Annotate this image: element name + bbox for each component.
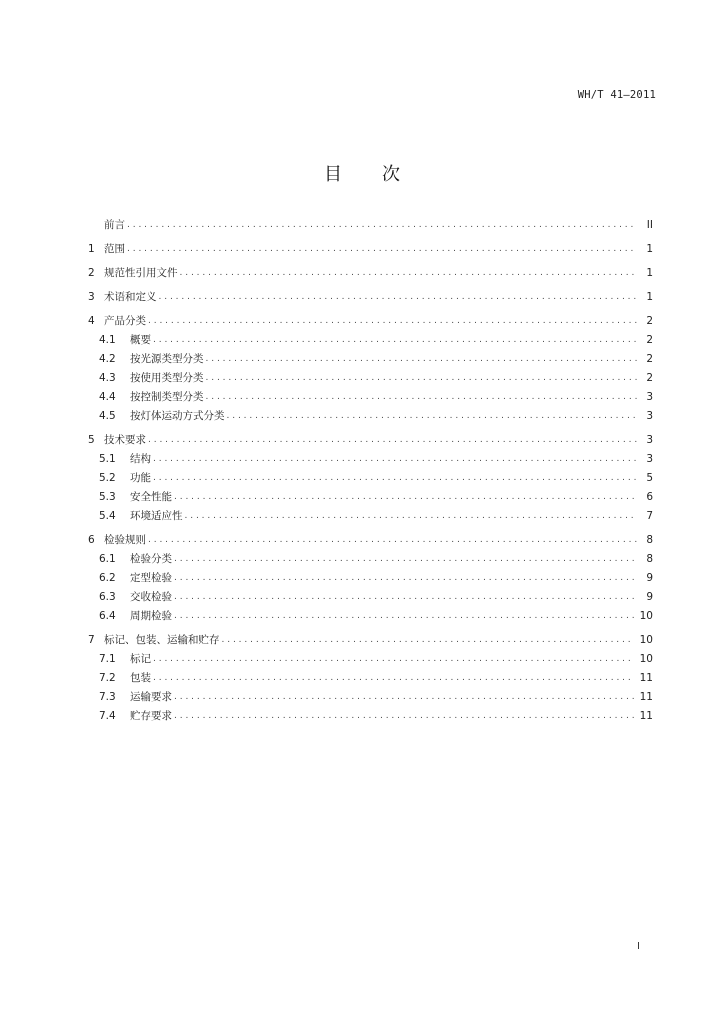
- toc-entry-label: 按使用类型分类: [130, 372, 204, 384]
- toc-leader-dots: [127, 240, 637, 259]
- toc-entry[interactable]: [88, 469, 653, 488]
- toc-leader-dots: [174, 550, 637, 569]
- toc-leader-dots: [206, 350, 638, 369]
- toc-entry-number: 6.3: [99, 591, 116, 603]
- toc-entry[interactable]: [88, 531, 653, 550]
- toc-entry-number: 4.2: [99, 353, 116, 365]
- page-title: [0, 160, 724, 186]
- toc-entry-page: 2: [646, 315, 653, 327]
- toc-leader-dots: [180, 264, 638, 283]
- toc-leader-dots: [148, 431, 637, 450]
- toc-entry[interactable]: [88, 350, 653, 369]
- toc-entry-page: 7: [646, 510, 653, 522]
- toc-leader-dots: [148, 531, 637, 550]
- toc-leader-dots: [174, 588, 637, 607]
- toc-leader-dots: [222, 631, 634, 650]
- toc-entry-label: 范围: [104, 243, 125, 255]
- toc-leader-dots: [148, 312, 637, 331]
- toc-entry-page: 8: [646, 534, 653, 546]
- toc-entry[interactable]: [88, 488, 653, 507]
- toc-entry-label: 标记、包装、运输和贮存: [104, 634, 220, 646]
- toc-entry-page: 11: [639, 672, 653, 684]
- toc-leader-dots: [159, 288, 638, 307]
- toc-entry-page: 3: [646, 391, 653, 403]
- toc-entry-page: 6: [646, 491, 653, 503]
- toc-entry-label: 交收检验: [130, 591, 172, 603]
- toc-entry-number: 4.5: [99, 410, 116, 422]
- toc-entry-page: 11: [639, 691, 653, 703]
- toc-entry-page: 8: [646, 553, 653, 565]
- toc-entry[interactable]: [88, 288, 653, 307]
- title-char-1: 目: [324, 164, 342, 185]
- toc-entry-number: 5.1: [99, 453, 116, 465]
- toc-leader-dots: [174, 488, 637, 507]
- toc-entry-label: 前言: [104, 219, 125, 231]
- toc-entry-page: 2: [646, 353, 653, 365]
- toc-entry-number: 6.4: [99, 610, 116, 622]
- toc-entry[interactable]: [88, 240, 653, 259]
- toc-entry-label: 技术要求: [104, 434, 146, 446]
- toc-leader-dots: [153, 469, 637, 488]
- toc-entry-number: 6.1: [99, 553, 116, 565]
- toc-entry[interactable]: [88, 669, 653, 688]
- toc-entry-number: 6: [88, 534, 95, 546]
- toc-leader-dots: [174, 688, 634, 707]
- toc-entry[interactable]: [88, 650, 653, 669]
- toc-entry-number: 4: [88, 315, 95, 327]
- toc-entry-label: 环境适应性: [130, 510, 183, 522]
- toc-entry-label: 安全性能: [130, 491, 172, 503]
- toc-entry-label: 标记: [130, 653, 151, 665]
- toc-leader-dots: [185, 507, 638, 526]
- toc-entry-label: 检验分类: [130, 553, 172, 565]
- toc-entry[interactable]: [88, 607, 653, 626]
- toc-entry-number: 7.2: [99, 672, 116, 684]
- page-number: I: [637, 941, 640, 952]
- toc-leader-dots: [206, 388, 638, 407]
- toc-entry-page: 10: [639, 634, 653, 646]
- table-of-contents: [88, 216, 653, 726]
- toc-entry-label: 定型检验: [130, 572, 172, 584]
- toc-entry-number: 4.4: [99, 391, 116, 403]
- toc-entry-page: 2: [646, 372, 653, 384]
- toc-entry-number: 7.4: [99, 710, 116, 722]
- toc-entry-page: 1: [646, 267, 653, 279]
- toc-entry-page: 9: [646, 591, 653, 603]
- toc-entry-page: 5: [646, 472, 653, 484]
- toc-leader-dots: [174, 707, 634, 726]
- toc-entry-label: 按控制类型分类: [130, 391, 204, 403]
- toc-entry[interactable]: [88, 216, 653, 235]
- toc-leader-dots: [174, 607, 634, 626]
- toc-entry[interactable]: [88, 407, 653, 426]
- toc-entry[interactable]: [88, 388, 653, 407]
- toc-entry-page: 2: [646, 334, 653, 346]
- toc-entry-number: 7.3: [99, 691, 116, 703]
- toc-leader-dots: [127, 216, 637, 235]
- toc-entry-label: 功能: [130, 472, 151, 484]
- toc-entry-label: 概要: [130, 334, 151, 346]
- toc-entry-page: 9: [646, 572, 653, 584]
- toc-entry-page: 3: [646, 453, 653, 465]
- toc-entry-page: 10: [639, 610, 653, 622]
- toc-entry-number: 4.1: [99, 334, 116, 346]
- toc-entry-page: 11: [639, 710, 653, 722]
- toc-entry-label: 运输要求: [130, 691, 172, 703]
- toc-entry-label: 按灯体运动方式分类: [130, 410, 225, 422]
- toc-entry-page: 1: [646, 243, 653, 255]
- toc-entry-number: 5.3: [99, 491, 116, 503]
- toc-leader-dots: [227, 407, 638, 426]
- toc-leader-dots: [153, 450, 637, 469]
- toc-leader-dots: [174, 569, 637, 588]
- toc-entry-number: 3: [88, 291, 95, 303]
- toc-entry-label: 结构: [130, 453, 151, 465]
- toc-entry-page: 10: [639, 653, 653, 665]
- toc-entry-label: 检验规则: [104, 534, 146, 546]
- toc-entry[interactable]: [88, 507, 653, 526]
- toc-entry[interactable]: [88, 331, 653, 350]
- toc-entry-page: II: [646, 219, 653, 231]
- toc-entry[interactable]: [88, 688, 653, 707]
- toc-entry-number: 4.3: [99, 372, 116, 384]
- toc-entry-label: 包装: [130, 672, 151, 684]
- toc-entry[interactable]: [88, 450, 653, 469]
- title-char-2: 次: [382, 164, 400, 185]
- standard-code: WH/T 41—2011: [577, 89, 656, 101]
- toc-entry-label: 规范性引用文件: [104, 267, 178, 279]
- toc-entry-number: 5.4: [99, 510, 116, 522]
- toc-entry-number: 5: [88, 434, 95, 446]
- toc-entry[interactable]: [88, 369, 653, 388]
- toc-entry-number: 5.2: [99, 472, 116, 484]
- toc-entry-label: 周期检验: [130, 610, 172, 622]
- toc-entry[interactable]: [88, 550, 653, 569]
- toc-leader-dots: [153, 669, 634, 688]
- toc-entry-page: 3: [646, 410, 653, 422]
- toc-entry-page: 1: [646, 291, 653, 303]
- toc-entry[interactable]: [88, 312, 653, 331]
- toc-entry[interactable]: [88, 264, 653, 283]
- toc-entry-label: 术语和定义: [104, 291, 157, 303]
- toc-entry[interactable]: [88, 707, 653, 726]
- toc-entry-number: 7: [88, 634, 95, 646]
- toc-entry[interactable]: [88, 631, 653, 650]
- toc-entry-number: 6.2: [99, 572, 116, 584]
- toc-entry[interactable]: [88, 588, 653, 607]
- toc-entry-label: 贮存要求: [130, 710, 172, 722]
- toc-leader-dots: [153, 650, 634, 669]
- toc-leader-dots: [153, 331, 637, 350]
- toc-entry-number: 2: [88, 267, 95, 279]
- toc-entry-label: 按光源类型分类: [130, 353, 204, 365]
- toc-entry-number: 7.1: [99, 653, 116, 665]
- toc-entry-page: 3: [646, 434, 653, 446]
- toc-leader-dots: [206, 369, 638, 388]
- toc-entry[interactable]: [88, 569, 653, 588]
- toc-entry[interactable]: [88, 431, 653, 450]
- toc-entry-label: 产品分类: [104, 315, 146, 327]
- toc-entry-number: 1: [88, 243, 95, 255]
